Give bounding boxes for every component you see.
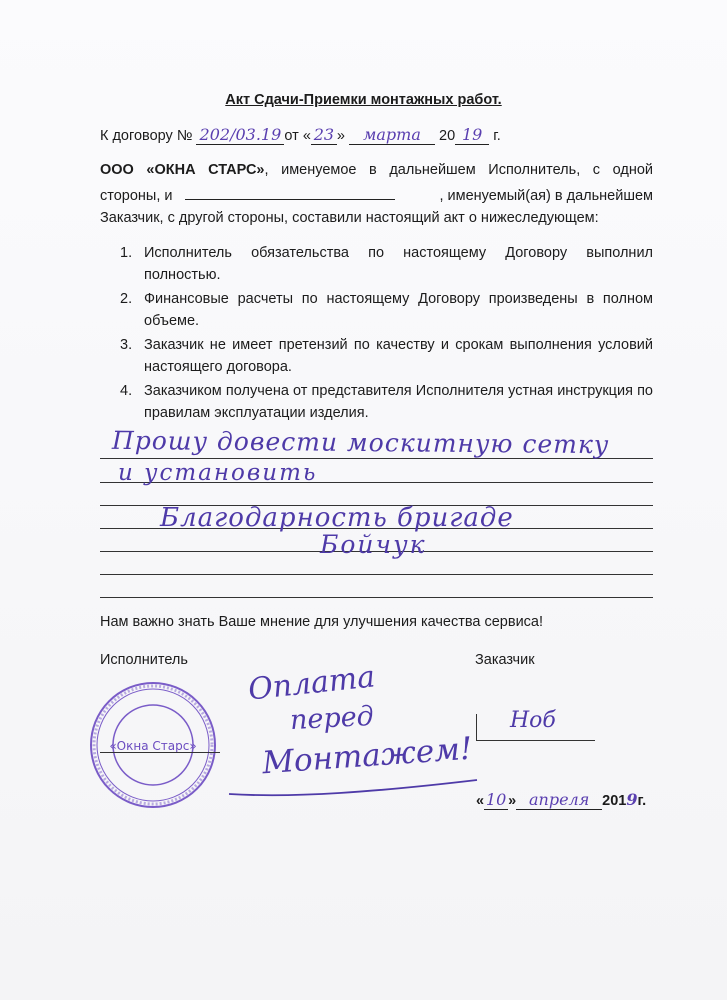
contract-month: марта — [363, 125, 421, 144]
intro-line-2-end: , именуемый(ая) в дальнейшем — [439, 188, 653, 204]
handwritten-note-line-4: Бойчук — [320, 530, 427, 559]
contract-year-suffix: 19 — [461, 125, 483, 144]
executor-signature-line — [100, 752, 220, 753]
terms-list — [100, 242, 653, 426]
intro-line-2-start: стороны, и — [100, 188, 173, 204]
contract-year-end: г. — [493, 128, 501, 144]
handwritten-note-line-3: Благодарность бригаде — [160, 503, 514, 533]
list-item: 3. Заказчик не имеет претензий по качеству и срокам выполнения условий настоящего договора. — [120, 337, 653, 375]
date-close-quote: » — [508, 793, 517, 809]
contract-line — [100, 125, 501, 145]
stamp-text: «Окна Старс» — [109, 739, 197, 753]
customer-label: Заказчик — [475, 652, 535, 668]
date-year-end: г. — [637, 793, 647, 809]
handwritten-note-line-2: и установить — [118, 460, 318, 486]
intro-line-3: Заказчик, с другой стороны, составили настоящий акт о нижеследующем: — [100, 210, 599, 226]
stamp-graphic — [88, 680, 218, 810]
comment-line — [100, 574, 653, 575]
comment-line — [100, 597, 653, 598]
date-day: 10 — [485, 790, 507, 809]
sign-date — [476, 790, 646, 810]
contract-from: от « — [284, 128, 311, 144]
contract-year-prefix: 20 — [439, 128, 456, 144]
date-year-suffix: 9 — [626, 790, 638, 809]
payment-note-line-3: Монтажем! — [261, 730, 474, 782]
company-stamp — [88, 680, 218, 810]
executor-label: Исполнитель — [100, 652, 188, 668]
contract-day: 23 — [313, 125, 335, 144]
document-title: Акт Сдачи-Приемки монтажных работ. — [225, 92, 502, 108]
customer-signature: Ноб — [510, 708, 556, 733]
date-year-prefix: 201 — [602, 793, 627, 809]
list-item: 1. Исполнитель обязательства по настоящему Договору выполнил полностью. — [120, 245, 653, 283]
handwritten-note-line-1: Прошу довести москитную сетку — [111, 425, 610, 460]
feedback-text: Нам важно знать Ваше мнение для улучшения качества сервиса! — [100, 614, 544, 630]
contract-number: 202/03.19 — [199, 125, 282, 144]
intro-line-1-text: , именуемое в дальнейшем Исполнитель, с одной — [264, 162, 653, 178]
intro-line-1 — [100, 162, 653, 178]
customer-name-blank — [185, 199, 395, 200]
list-item: 2. Финансовые расчеты по настоящему Договору произведены в полном объеме. — [120, 291, 653, 329]
company-name: ООО «ОКНА СТАРС» — [100, 162, 265, 178]
date-month: апреля — [528, 790, 590, 809]
contract-prefix: К договору № — [100, 128, 193, 144]
payment-note-line-1: Оплата — [246, 659, 377, 708]
date-open-quote: « — [476, 793, 485, 809]
payment-note-line-2: перед — [289, 700, 375, 737]
list-item: 4. Заказчиком получена от представителя Исполнителя устная инструкция по правилам эксплуатации изделия. — [120, 383, 653, 421]
payment-underline-stroke — [225, 772, 485, 802]
contract-close-quote: » — [336, 128, 345, 144]
intro-line-2 — [100, 188, 653, 204]
